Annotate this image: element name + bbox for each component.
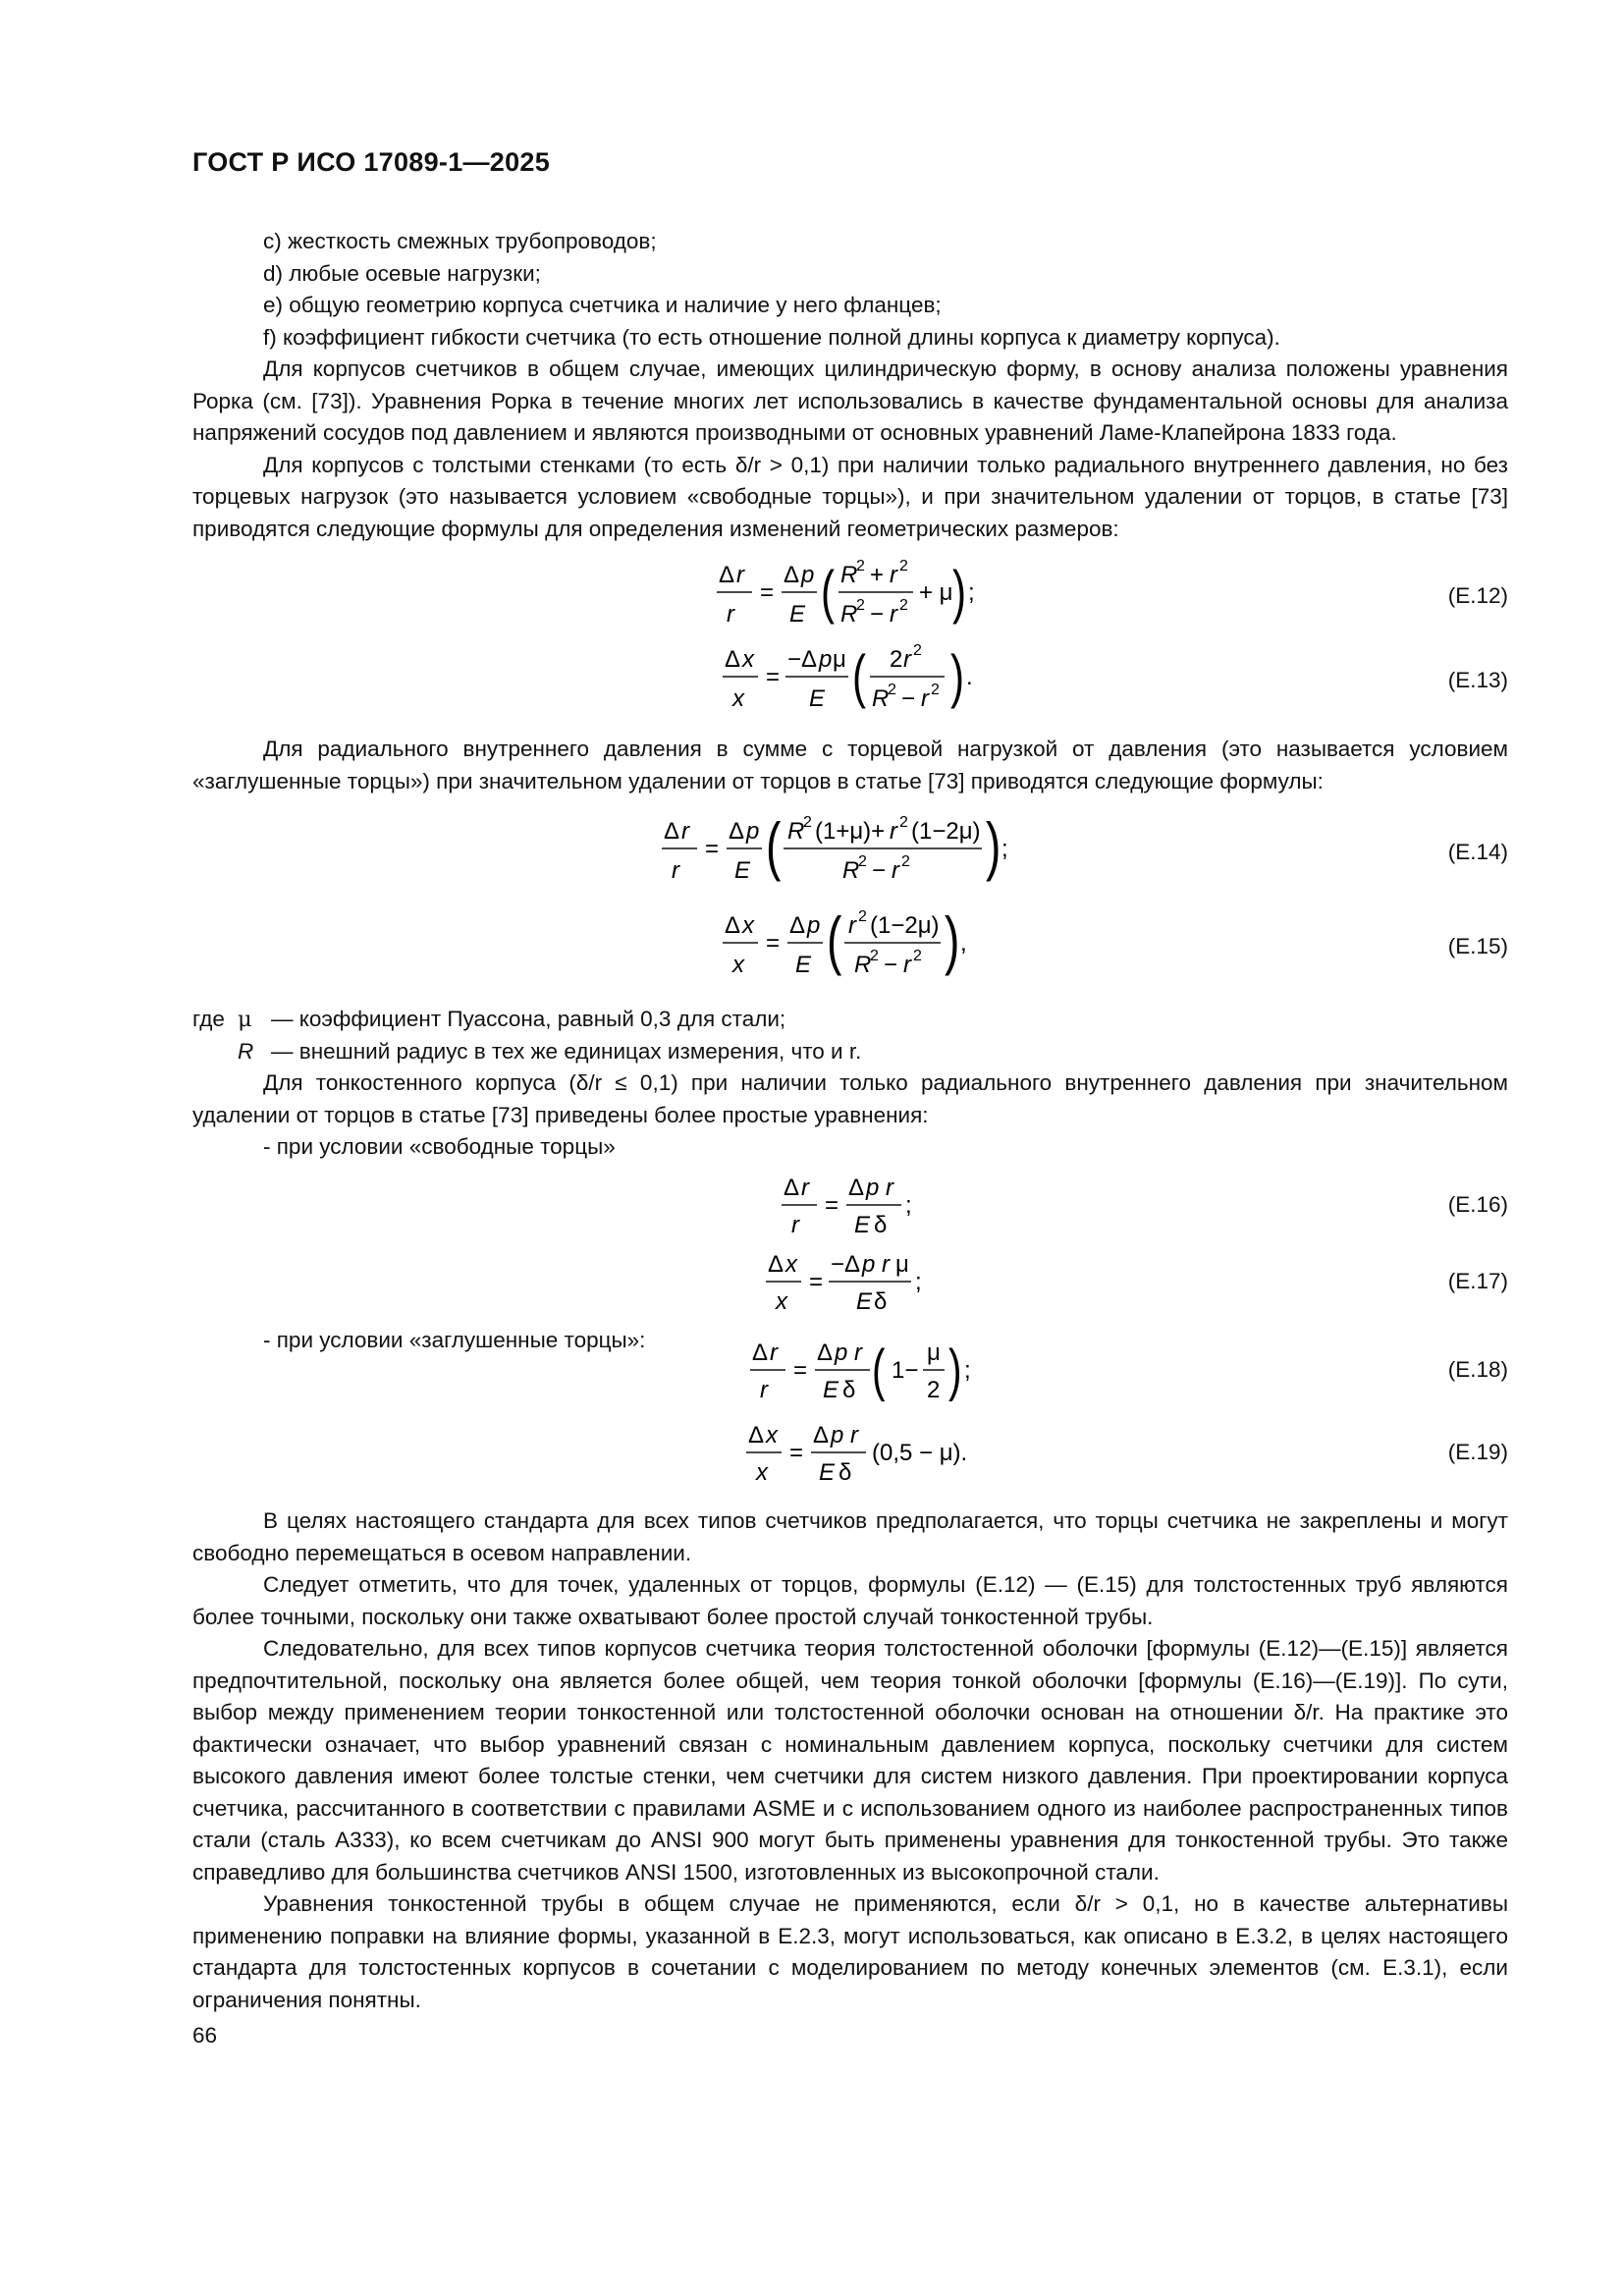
svg-text:R: R	[787, 818, 805, 845]
svg-text:Δ: Δ	[748, 1422, 765, 1449]
where-item	[192, 1036, 1508, 1068]
svg-text:x: x	[742, 646, 754, 673]
equation-e13	[723, 637, 1037, 722]
svg-text:p r: p r	[862, 1250, 891, 1278]
svg-text:r: r	[890, 818, 897, 845]
svg-text:E: E	[789, 601, 806, 628]
svg-text:Δ: Δ	[817, 1339, 834, 1366]
equation-number: (E.13)	[1447, 668, 1508, 692]
svg-text:=: =	[766, 930, 781, 957]
svg-text:(: (	[827, 903, 842, 978]
svg-text:−: −	[884, 952, 898, 978]
where-text: — внешний радиус в тех же единицах измерения, что и r.	[271, 1038, 862, 1064]
svg-text:x: x	[785, 1250, 797, 1278]
svg-text:=: =	[825, 1191, 839, 1219]
svg-text:−: −	[901, 685, 916, 712]
svg-text:2: 2	[913, 948, 922, 964]
list-item: f) коэффициент гибкости счетчика (то есть отношение полной длины корпуса к диаметру корпуса).	[263, 324, 1280, 350]
svg-text:E: E	[809, 685, 826, 712]
svg-text:2: 2	[899, 558, 908, 574]
svg-text:=: =	[793, 1357, 808, 1384]
svg-text:p: p	[807, 912, 821, 939]
equation-number: (E.12)	[1447, 583, 1508, 608]
paragraph: Для тонкостенного корпуса (δ/r ≤ 0,1) при наличии только радиального внутреннего давления при значительном удалении от торцов в статье [73] приведены более простые уравнения:	[192, 1070, 1508, 1127]
svg-text:−: −	[831, 1250, 845, 1278]
paragraph: Следовательно, для всех типов корпусов счетчика теория толстостенной оболочки [формулы (E.12)—(E.15)] является предпочтительной, поскольку она является более общей, чем теория тонкой оболочки [формулы (E.16)—(E.19)]. По сути, выбор между применением теории тонкостенной или толстостенной оболочки основан на отношении δ/r. На практике это фактически означает, что выбор уравнений связан с номинальным давлением корпуса, поскольку счетчики для систем высокого давления имеют более толстые стенки, чем счетчики для систем низкого давления. При проектировании корпуса счетчика, рассчитанного в соответствии с правилами ASME и с использованием одного из наиболее распространенных типов стали (сталь A333), ко всем счетчикам до ANSI 900 могут быть применены уравнения для тонкостенной трубы. Это также справедливо для большинства счетчиков ANSI 1500, изготовленных из высокопрочной стали.	[192, 1636, 1508, 1885]
svg-text:): )	[986, 809, 1001, 884]
svg-text:E: E	[819, 1459, 836, 1486]
equation-row	[192, 1333, 1508, 1409]
svg-text:p r: p r	[866, 1174, 894, 1201]
svg-text:2: 2	[927, 1377, 941, 1403]
svg-text:r: r	[681, 818, 689, 845]
equation-number: (E.14)	[1447, 840, 1508, 864]
paragraph: Для корпусов с толстыми стенками (то есть δ/r > 0,1) при наличии только радиального внутреннего давления, но без торцевых нагрузок (это называется условием «свободные торцы»), и при значительном удалении от торцов, в статье [73] приводятся следующие формулы для определения изменений геометрических размеров:	[192, 452, 1508, 541]
paragraph: Уравнения тонкостенной трубы в общем случае не применяются, если δ/r > 0,1, но в качестве альтернативы применению поправки на влияние формы, указанной в E.2.3, могут использоваться, как описано в E.3.2, в целях настоящего стандарта для толстостенных корпусов в сочетании с моделированием по методу конечных элементов (см. E.3.1), если ограничения понятны.	[192, 1891, 1508, 2012]
svg-text:r: r	[848, 912, 856, 939]
equation-row	[192, 1244, 1508, 1325]
svg-text:2: 2	[899, 814, 908, 831]
svg-text:r: r	[770, 1339, 778, 1366]
svg-text:R: R	[842, 857, 860, 884]
equation-number: (E.15)	[1447, 934, 1508, 958]
svg-text:δ: δ	[874, 1287, 888, 1315]
svg-text:E: E	[856, 1287, 873, 1315]
svg-text:2: 2	[858, 908, 867, 925]
svg-text:Δ: Δ	[752, 1339, 769, 1366]
svg-text:μ: μ	[833, 646, 846, 673]
svg-text:−: −	[787, 646, 802, 673]
svg-text:): )	[948, 1338, 962, 1402]
svg-text:r: r	[736, 562, 744, 588]
svg-text:Δ: Δ	[725, 646, 741, 673]
svg-text:R: R	[840, 562, 858, 588]
where-symbol: μ	[238, 1007, 252, 1032]
equation-row	[192, 553, 1508, 637]
equation-e16	[782, 1168, 1017, 1244]
svg-text:r: r	[903, 952, 911, 978]
list-item: d) любые осевые нагрузки;	[263, 260, 541, 286]
svg-text:2: 2	[803, 814, 812, 831]
svg-text:δ: δ	[839, 1459, 852, 1486]
where-lead: где	[192, 1007, 225, 1031]
svg-text:Δ: Δ	[729, 818, 745, 845]
equation-e15	[723, 900, 1056, 994]
svg-text:2: 2	[856, 558, 865, 574]
svg-text:p r: p r	[835, 1339, 863, 1366]
svg-text:;: ;	[905, 1191, 912, 1219]
svg-text:r: r	[892, 857, 899, 884]
svg-text:(: (	[872, 1338, 886, 1402]
svg-text:r: r	[760, 1377, 768, 1403]
svg-text:R: R	[872, 685, 890, 712]
svg-text:r: r	[903, 646, 911, 673]
svg-text:): )	[952, 558, 966, 625]
svg-text:2: 2	[901, 853, 910, 870]
svg-text:δ: δ	[842, 1377, 856, 1403]
svg-text:+ μ: + μ	[919, 579, 953, 606]
svg-text:E: E	[795, 952, 812, 978]
svg-text:x: x	[776, 1287, 787, 1315]
document-header: ГОСТ Р ИСО 17089-1—2025	[192, 147, 551, 177]
svg-text:=: =	[705, 836, 720, 862]
svg-text:,: ,	[960, 930, 967, 957]
svg-text:Δ: Δ	[844, 1250, 861, 1278]
svg-text:p: p	[801, 562, 815, 588]
equation-number: (E.19)	[1447, 1440, 1508, 1464]
equation-row	[192, 1415, 1508, 1496]
svg-text:x: x	[742, 912, 754, 939]
list-item: e) общую геометрию корпуса счетчика и наличие у него фланцев;	[263, 293, 942, 317]
svg-text:2: 2	[913, 642, 922, 659]
paragraph: В целях настоящего стандарта для всех типов счетчиков предполагается, что торцы счетчика не закреплены и могут свободно перемещаться в осевом направлении.	[192, 1508, 1508, 1565]
svg-text:(0,5 − μ).: (0,5 − μ).	[872, 1440, 968, 1466]
equation-e17	[766, 1244, 1021, 1325]
svg-text:r: r	[672, 857, 679, 884]
svg-text:+: +	[870, 562, 885, 588]
paragraph: Следует отметить, что для точек, удаленных от торцов, формулы (E.12) — (E.15) для толстостенных труб являются более точными, поскольку они также охватывают более простой случай тонкостенной трубы.	[192, 1572, 1508, 1629]
svg-text:μ: μ	[927, 1339, 941, 1366]
condition-free-ends: - при условии «свободные торцы»	[263, 1134, 616, 1159]
svg-text:2: 2	[870, 948, 879, 964]
svg-text:x: x	[732, 952, 744, 978]
equation-e14	[662, 805, 1055, 900]
svg-text:Δ: Δ	[768, 1250, 784, 1278]
svg-text:μ: μ	[895, 1250, 909, 1278]
svg-text:Δ: Δ	[719, 562, 735, 588]
svg-text:): )	[950, 642, 964, 709]
paragraph: Для корпусов счетчиков в общем случае, имеющих цилиндрическую форму, в основу анализа положены уравнения Рорка (см. [73]). Уравнения Рорка в течение многих лет использовались в качестве фундаментальной основы для анализа напряжений сосудов под давлением и являются производными от основных уравнений Ламе-Клапейрона 1833 года.	[192, 356, 1508, 445]
equation-row	[192, 637, 1508, 722]
svg-text:Δ: Δ	[848, 1174, 865, 1201]
svg-text:Δ: Δ	[664, 818, 680, 845]
svg-text:Δ: Δ	[789, 912, 806, 939]
where-item	[192, 1004, 1508, 1036]
svg-text:(1+μ)+: (1+μ)+	[815, 818, 886, 845]
svg-text:x: x	[756, 1459, 768, 1486]
svg-text:): )	[945, 903, 960, 978]
where-text: — коэффициент Пуассона, равный 0,3 для стали;	[271, 1007, 786, 1031]
svg-text:(1−2μ): (1−2μ)	[870, 912, 940, 939]
equation-row	[192, 1168, 1508, 1244]
where-list	[192, 1004, 1508, 1067]
svg-text:(1−2μ): (1−2μ)	[911, 818, 981, 845]
svg-text:x: x	[732, 685, 744, 712]
svg-text:r: r	[801, 1174, 809, 1201]
svg-text:Δ: Δ	[813, 1422, 830, 1449]
condition-closed-ends: - при условии «заглушенные торцы»:	[263, 1327, 646, 1352]
page-number: 66	[192, 2023, 218, 2048]
svg-text:r: r	[890, 562, 897, 588]
equation-e19	[746, 1415, 1041, 1496]
svg-text:;: ;	[964, 1357, 971, 1384]
svg-text:R: R	[840, 601, 858, 628]
svg-text:=: =	[789, 1440, 804, 1466]
svg-text:E: E	[734, 857, 751, 884]
svg-text:2: 2	[856, 597, 865, 614]
svg-text:2: 2	[890, 646, 903, 673]
where-symbol: R	[238, 1038, 254, 1064]
svg-text:=: =	[809, 1268, 824, 1295]
svg-text:r: r	[890, 601, 897, 628]
svg-text:;: ;	[915, 1268, 922, 1295]
svg-text:Δ: Δ	[801, 646, 818, 673]
equation-row	[192, 900, 1508, 994]
svg-text:;: ;	[1001, 836, 1008, 862]
svg-text:Δ: Δ	[784, 1174, 800, 1201]
svg-text:2: 2	[858, 853, 867, 870]
svg-text:;: ;	[968, 579, 975, 606]
svg-text:E: E	[854, 1211, 871, 1238]
svg-text:=: =	[760, 579, 775, 606]
paragraph: Для радиального внутреннего давления в сумме с торцевой нагрузкой от давления (это называется условием «заглушенные торцы») при значительном удалении от торцов в статье [73] приводятся следующие формулы:	[192, 737, 1508, 793]
equation-number: (E.18)	[1447, 1357, 1508, 1382]
svg-text:Δ: Δ	[784, 562, 800, 588]
svg-text:−: −	[872, 857, 887, 884]
document-body	[192, 226, 1508, 2016]
svg-text:−: −	[870, 601, 885, 628]
equation-number: (E.17)	[1447, 1268, 1508, 1293]
svg-text:R: R	[854, 952, 872, 978]
svg-text:=: =	[766, 664, 781, 690]
svg-text:x: x	[766, 1422, 778, 1449]
svg-text:(: (	[852, 642, 866, 709]
svg-text:δ: δ	[874, 1211, 888, 1238]
svg-text:.: .	[966, 664, 973, 690]
svg-text:E: E	[823, 1377, 839, 1403]
svg-text:2: 2	[888, 682, 896, 698]
svg-text:1−: 1−	[892, 1357, 919, 1384]
list-item: c) жесткость смежных трубопроводов;	[263, 229, 657, 253]
svg-text:r: r	[921, 685, 929, 712]
svg-text:p: p	[746, 818, 760, 845]
svg-text:r: r	[791, 1211, 799, 1238]
svg-text:r: r	[727, 601, 734, 628]
equation-e18	[750, 1333, 1025, 1409]
svg-text:2: 2	[899, 597, 908, 614]
equation-row	[192, 805, 1508, 900]
svg-text:Δ: Δ	[725, 912, 741, 939]
equation-e12	[717, 553, 1031, 637]
svg-text:2: 2	[931, 682, 940, 698]
equation-number: (E.16)	[1447, 1191, 1508, 1217]
svg-text:(: (	[766, 809, 782, 884]
svg-text:p: p	[819, 646, 833, 673]
svg-text:p r: p r	[831, 1422, 859, 1449]
svg-text:(: (	[821, 558, 835, 625]
